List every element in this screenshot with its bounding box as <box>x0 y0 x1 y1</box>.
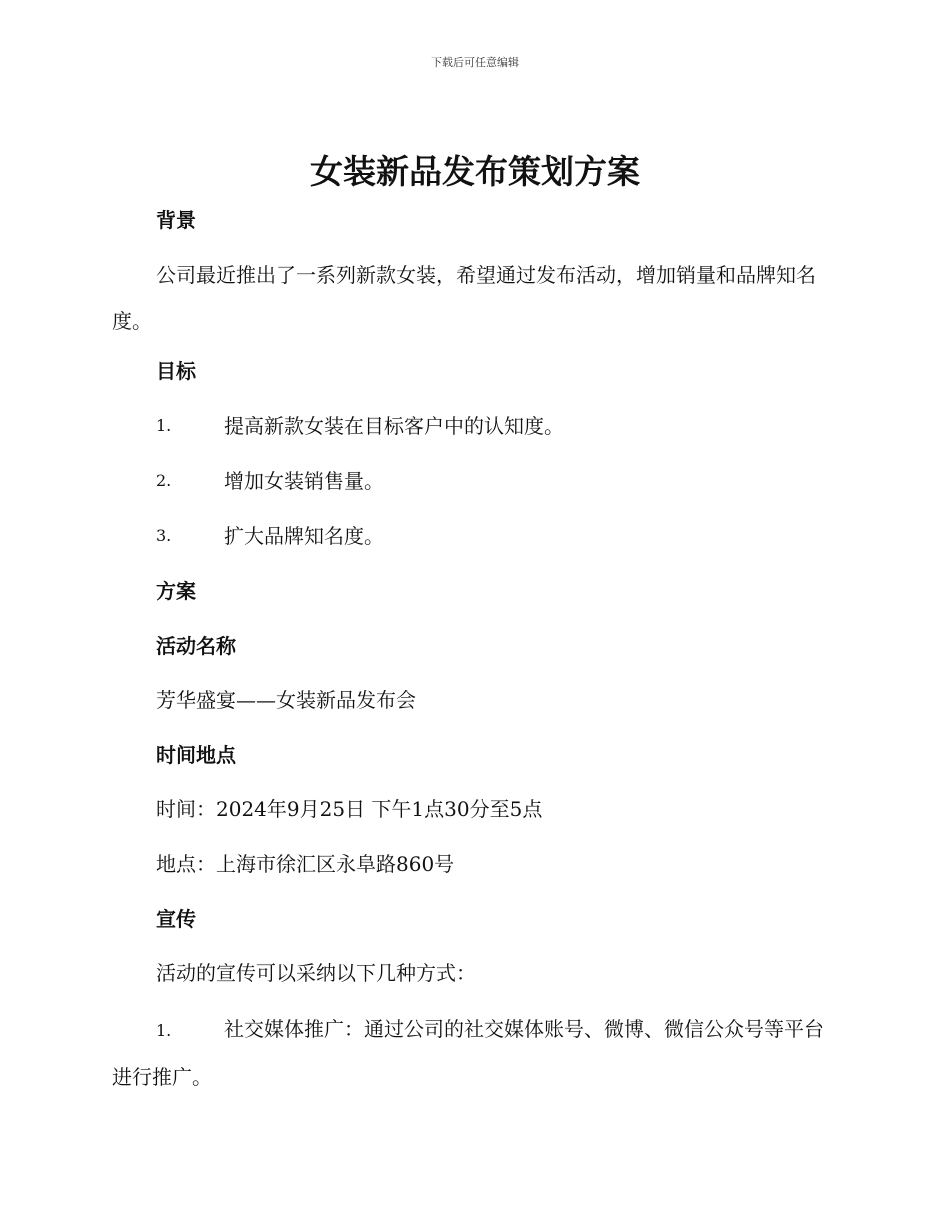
goal-item <box>112 466 878 496</box>
event-place-text: 地点：上海市徐汇区永阜路860号 <box>156 852 455 876</box>
promotion-item <box>112 1006 834 1100</box>
list-number: 3. <box>156 526 172 545</box>
section-heading-plan: 方案 <box>156 579 196 603</box>
section-heading-time-place: 时间地点 <box>156 743 236 767</box>
list-number: 1. <box>156 1021 172 1040</box>
goal-text: 增加女装销售量。 <box>224 469 384 493</box>
event-name-text: 芳华盛宴——女装新品发布会 <box>156 688 416 712</box>
list-number: 2. <box>156 471 172 490</box>
section-heading-event-name: 活动名称 <box>156 634 236 658</box>
goal-text: 提高新款女装在目标客户中的认知度。 <box>224 414 564 438</box>
event-time-text: 时间：2024年9月25日 下午1点30分至5点 <box>156 797 543 821</box>
page-header-note: 下载后可任意编辑 <box>431 56 519 69</box>
document-title: 女装新品发布策划方案 <box>310 152 640 191</box>
background-paragraph: 公司最近推出了一系列新款女装，希望通过发布活动，增加销量和品牌知名度。 <box>112 263 816 333</box>
goal-text: 扩大品牌知名度。 <box>224 524 384 548</box>
goal-item <box>112 411 878 441</box>
section-heading-background: 背景 <box>156 208 196 232</box>
list-number: 1. <box>156 416 172 435</box>
goal-item <box>112 521 878 551</box>
promotion-item-text: 社交媒体推广：通过公司的社交媒体账号、微博、微信公众号等平台进行推广。 <box>112 1017 824 1089</box>
section-heading-promotion: 宣传 <box>156 907 196 931</box>
section-heading-goals: 目标 <box>156 359 196 383</box>
promotion-intro-text: 活动的宣传可以采纳以下几种方式： <box>156 961 476 985</box>
